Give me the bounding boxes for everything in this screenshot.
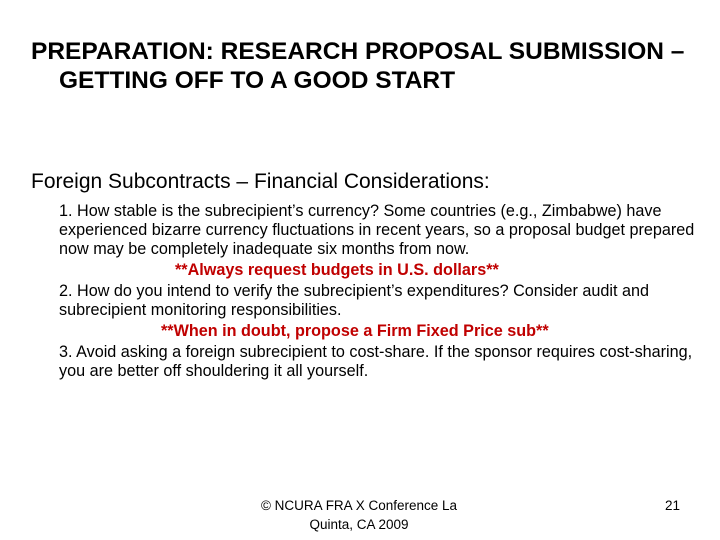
emphasis-note-1: **Always request budgets in U.S. dollars**: [175, 261, 499, 279]
footer-copyright: © NCURA FRA X Conference La Quinta, CA 2009: [260, 498, 458, 532]
slide-title: PREPARATION: RESEARCH PROPOSAL SUBMISSION – GETTING OFF TO A GOOD START: [31, 38, 685, 94]
section-subheading: Foreign Subcontracts – Financial Considerations:: [31, 170, 490, 193]
list-item-2: 2. How do you intend to verify the subrecipient’s expenditures? Consider audit and subrecipient monitoring responsibilities.: [59, 282, 650, 319]
list-item-1: 1. How stable is the subrecipient’s currency? Some countries (e.g., Zimbabwe) have experienced bizarre currency fluctuations in recent years, so a proposal budget prepared now may be completely inadequate six months from now.: [59, 202, 695, 258]
list-item-3: 3. Avoid asking a foreign subrecipient to cost-share. If the sponsor requires cost-sharing, you are better off shouldering it all yourself.: [59, 343, 693, 380]
slide-body: [59, 202, 699, 381]
page-number: 21: [664, 498, 680, 513]
emphasis-note-2: **When in doubt, propose a Firm Fixed Price sub**: [161, 322, 549, 340]
